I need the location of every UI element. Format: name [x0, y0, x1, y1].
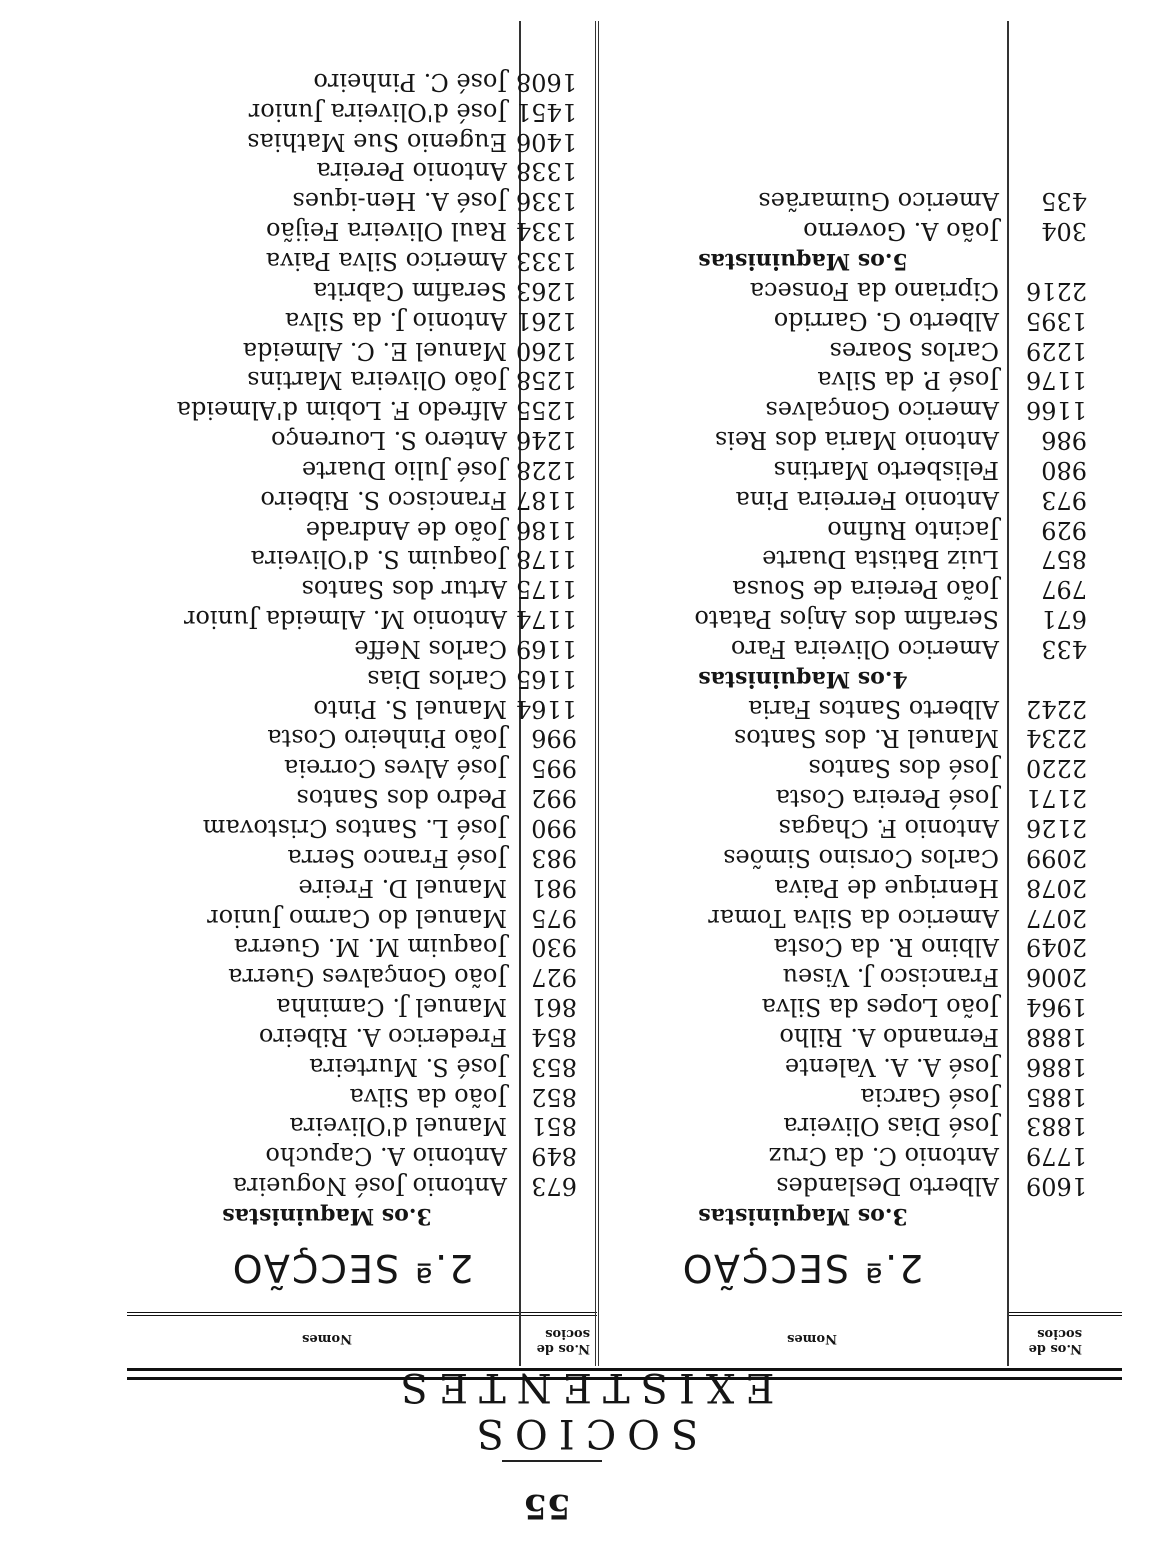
member-name: Alberto Santos Faria — [748, 694, 999, 723]
member-row — [607, 1111, 1087, 1141]
member-number: 849 — [531, 1142, 577, 1171]
member-row — [147, 961, 577, 991]
group-heading: 4.os Maquinistas — [698, 665, 908, 692]
member-row — [147, 1021, 577, 1051]
member-number: 992 — [531, 784, 577, 813]
member-name: Antonio Ferreira Pina — [735, 485, 999, 514]
member-name: Antonio M. Almeida Junior — [183, 605, 507, 634]
member-name: João Pinheiro Costa — [267, 724, 507, 753]
member-number: 995 — [531, 754, 577, 783]
member-row — [147, 454, 577, 484]
member-row — [147, 693, 577, 723]
member-row — [147, 782, 577, 812]
member-row — [147, 215, 577, 245]
member-row — [607, 424, 1087, 454]
member-row — [147, 842, 577, 872]
member-number: 981 — [531, 873, 577, 902]
member-name: Manuel D. Freire — [298, 873, 507, 902]
member-number: 1166 — [1025, 396, 1087, 425]
right-section-title: 2.ª SECÇÃO — [680, 1246, 924, 1290]
member-number: 2220 — [1025, 754, 1087, 783]
member-name: Antonio José Nogueira — [232, 1172, 507, 1201]
member-row — [147, 1051, 577, 1081]
member-row — [147, 156, 577, 186]
member-number: 2242 — [1025, 694, 1087, 723]
member-row — [607, 335, 1087, 365]
member-row — [147, 514, 577, 544]
group-heading: 5.os Maquinistas — [698, 248, 908, 274]
member-number: 1888 — [1025, 1022, 1087, 1051]
member-name: Francisco S. Ribeiro — [260, 485, 507, 514]
member-name: José C. Pinheiro — [313, 67, 507, 96]
right-name-header: Nomes — [787, 1331, 837, 1346]
member-row — [147, 902, 577, 932]
member-row — [147, 365, 577, 395]
member-name: Antonio J. da Silva — [284, 306, 507, 335]
member-row — [607, 514, 1087, 544]
member-name: Antonio A. Capucho — [265, 1142, 507, 1171]
member-number: 1261 — [515, 306, 577, 335]
member-row — [147, 753, 577, 783]
member-name: José L. Santos Cristovam — [202, 814, 507, 843]
member-row — [147, 663, 577, 693]
member-name: José Dias Oliveira — [783, 1112, 999, 1141]
member-row — [607, 723, 1087, 753]
member-name: João de Andrade — [305, 515, 507, 544]
member-row — [147, 245, 577, 275]
left-section-title: 2.ª SECÇÃO — [230, 1246, 474, 1290]
member-name: Serafim Cabrita — [313, 276, 507, 305]
member-number: 927 — [531, 963, 577, 992]
member-name: Antonio Pereira — [316, 157, 507, 186]
member-number: 852 — [531, 1082, 577, 1111]
member-number: 1779 — [1025, 1142, 1087, 1171]
member-number: 990 — [531, 814, 577, 843]
member-name: Alfredo F. Lobim d'Almeida — [176, 396, 507, 425]
member-number: 1333 — [515, 247, 577, 275]
member-name: Manuel R. dos Santos — [733, 724, 999, 753]
member-row — [147, 66, 577, 96]
member-number: 1228 — [515, 455, 577, 484]
member-row — [147, 633, 577, 663]
member-name: José S. Murteira — [309, 1052, 507, 1081]
member-number: 930 — [531, 933, 577, 962]
member-row — [607, 902, 1087, 932]
page-number-underline — [502, 1460, 602, 1462]
member-row — [147, 932, 577, 962]
member-name: Fernando A. Rilho — [779, 1022, 999, 1051]
member-name: Manuel J. Caminha — [276, 993, 507, 1022]
member-name: José P. da Silva — [817, 366, 999, 395]
member-name: João Lopes da Silva — [761, 993, 999, 1022]
member-number: 2078 — [1025, 873, 1087, 902]
member-name: Americo Silva Paiva — [265, 247, 507, 275]
member-name: João da Silva — [349, 1082, 507, 1111]
member-row — [607, 932, 1087, 962]
member-row — [147, 335, 577, 365]
member-name: Carlos Soares — [829, 336, 999, 365]
member-row — [607, 215, 1087, 245]
member-name: Joaquim S. d'Oliveira — [250, 545, 507, 574]
member-row — [607, 991, 1087, 1021]
member-row — [607, 1140, 1087, 1170]
page-title: SOCIOS EXISTENTES — [389, 1364, 775, 1456]
member-number: 2099 — [1025, 843, 1087, 872]
member-number: 2234 — [1025, 724, 1087, 753]
member-name: José Julio Duarte — [301, 455, 507, 484]
member-row — [147, 544, 577, 574]
member-row — [607, 812, 1087, 842]
member-number: 1334 — [515, 217, 577, 246]
member-name: Alberto Deslandes — [776, 1172, 999, 1201]
member-row — [147, 394, 577, 424]
member-number: 1169 — [515, 634, 577, 663]
member-name: Americo da Silva Tomar — [708, 903, 999, 932]
member-name: João Gonçalves Guerra — [228, 963, 507, 992]
title-rule — [127, 1368, 1122, 1371]
member-name: Pedro dos Santos — [296, 784, 507, 813]
member-row — [147, 812, 577, 842]
page-number: 55 — [523, 1486, 571, 1526]
member-number: 1608 — [515, 67, 577, 96]
member-name: Henrique de Paiva — [774, 873, 999, 902]
member-row — [607, 275, 1087, 305]
member-row — [147, 424, 577, 454]
member-name: Jacinto Rufino — [827, 515, 999, 544]
member-number: 861 — [531, 993, 577, 1022]
member-number: 433 — [1041, 634, 1087, 663]
member-name: José Franco Serra — [287, 843, 507, 872]
member-row — [147, 872, 577, 902]
member-row — [147, 723, 577, 753]
header-rule — [127, 1312, 597, 1316]
member-number: 1395 — [1025, 306, 1087, 335]
member-name: Manuel E. C. Almeida — [242, 336, 507, 365]
member-row — [607, 1051, 1087, 1081]
member-row — [607, 544, 1087, 574]
member-number: 1229 — [1025, 336, 1087, 365]
member-name: José d'Oliveira Junior — [248, 97, 507, 126]
member-name: Albino R. da Costa — [773, 933, 999, 962]
member-row — [607, 961, 1087, 991]
member-number: 304 — [1041, 217, 1087, 246]
member-row — [147, 305, 577, 335]
member-name: Artur dos Santos — [301, 575, 507, 604]
member-number: 1164 — [515, 694, 577, 723]
member-number: 1258 — [515, 366, 577, 395]
member-number: 1886 — [1025, 1052, 1087, 1081]
member-number: 1246 — [515, 426, 577, 455]
member-number: 1178 — [515, 545, 577, 574]
member-row — [147, 573, 577, 603]
left-name-header: Nomes — [302, 1331, 352, 1346]
member-number: 2216 — [1025, 276, 1087, 305]
title-rule — [127, 1377, 1122, 1380]
member-number: 2077 — [1025, 903, 1087, 932]
member-number: 1609 — [1025, 1172, 1087, 1201]
member-row — [607, 782, 1087, 812]
member-name: Americo Oliveira Faro — [730, 634, 999, 663]
member-number: 1255 — [515, 396, 577, 425]
member-row — [607, 185, 1087, 215]
header-rule — [1007, 1312, 1122, 1316]
member-number: 1338 — [515, 157, 577, 186]
left-number-header: N.os de socios — [536, 1326, 590, 1356]
member-name: Frederico A. Ribeiro — [258, 1022, 507, 1051]
member-number: 983 — [531, 843, 577, 872]
member-name: José A. A. Valente — [784, 1052, 999, 1081]
member-row — [147, 185, 577, 215]
member-name: Raul Oliveira Feijão — [266, 217, 507, 246]
member-name: José Garcia — [860, 1082, 999, 1111]
member-row — [147, 96, 577, 126]
member-number: 1885 — [1025, 1082, 1087, 1111]
member-number: 2171 — [1025, 784, 1087, 813]
member-number: 973 — [1041, 485, 1087, 514]
member-name: Manuel do Carmo Junior — [207, 903, 507, 932]
member-number: 2006 — [1025, 963, 1087, 992]
member-number: 1186 — [515, 515, 577, 544]
member-row — [607, 1081, 1087, 1111]
member-number: 980 — [1041, 455, 1087, 484]
member-name: João Oliveira Martins — [247, 366, 507, 395]
member-name: Joaquim M. M. Guerra — [233, 933, 507, 962]
member-row — [607, 1021, 1087, 1051]
member-row — [607, 1170, 1087, 1200]
member-name: Alberto G. Garrido — [773, 306, 999, 335]
member-row — [147, 1170, 577, 1200]
member-row — [147, 275, 577, 305]
member-number: 1165 — [515, 664, 577, 693]
member-name: João Pereira de Sousa — [732, 575, 999, 604]
member-row — [607, 365, 1087, 395]
member-row — [607, 484, 1087, 514]
member-row — [607, 753, 1087, 783]
member-row — [607, 454, 1087, 484]
member-name: Serafim dos Anjos Patato — [694, 605, 999, 634]
member-name: Antonio C. da Cruz — [768, 1142, 999, 1171]
member-number: 854 — [531, 1022, 577, 1051]
member-number: 975 — [531, 903, 577, 932]
member-name: Antero S. Lourenço — [271, 426, 507, 455]
member-number: 435 — [1041, 187, 1087, 216]
member-name: Carlos Corsino Simões — [723, 843, 999, 872]
member-name: Antonio F. Chagas — [778, 814, 999, 843]
member-name: Cipriano da Fonseca — [749, 276, 999, 305]
member-number: 853 — [531, 1052, 577, 1081]
member-number: 1336 — [515, 187, 577, 216]
member-row — [607, 693, 1087, 723]
member-number: 851 — [531, 1112, 577, 1141]
member-number: 1187 — [515, 485, 577, 514]
member-name: José A. Hen-iques — [292, 187, 507, 216]
member-row — [607, 872, 1087, 902]
member-name: Manuel d'Oliveira — [289, 1112, 507, 1141]
member-name: José Alves Correia — [284, 754, 507, 783]
member-row — [147, 1111, 577, 1141]
member-number: 797 — [1041, 575, 1087, 604]
member-number: 857 — [1041, 545, 1087, 574]
member-number: 673 — [531, 1172, 577, 1201]
member-name: Luiz Batista Duarte — [762, 545, 999, 574]
member-name: Americo Guimarães — [758, 187, 999, 216]
member-row — [607, 394, 1087, 424]
member-row — [607, 842, 1087, 872]
member-name: Felisberto Martins — [773, 455, 999, 484]
member-name: Manuel S. Pinto — [313, 694, 507, 723]
member-number: 2126 — [1025, 814, 1087, 843]
member-row — [147, 603, 577, 633]
member-number: 1260 — [515, 336, 577, 365]
member-name: Carlos Neffe — [354, 634, 507, 663]
member-name: Francisco J. Viseu — [782, 963, 999, 992]
member-number: 2049 — [1025, 933, 1087, 962]
member-name: Carlos Dias — [367, 664, 507, 693]
member-number: 986 — [1041, 426, 1087, 455]
right-member-list — [607, 185, 1087, 1230]
member-name: Eugenio Sue Mathias — [247, 127, 507, 156]
right-number-header: N.os de socios — [1028, 1326, 1082, 1356]
left-member-list — [147, 66, 577, 1230]
member-number: 1176 — [1025, 366, 1087, 395]
member-name: Antonio Maria dos Reis — [714, 426, 999, 455]
member-row — [147, 1140, 577, 1170]
member-row — [607, 305, 1087, 335]
member-number: 1175 — [515, 575, 577, 604]
member-name: José Pereira Costa — [775, 784, 999, 813]
member-number: 1263 — [515, 276, 577, 305]
member-row — [147, 1081, 577, 1111]
member-number: 1451 — [515, 97, 577, 126]
member-number: 1406 — [515, 127, 577, 156]
member-number: 1174 — [515, 605, 577, 634]
member-name: José dos Santos — [808, 754, 999, 783]
member-row — [607, 603, 1087, 633]
member-row — [607, 573, 1087, 603]
group-heading: 3.os Maquinistas — [698, 1203, 908, 1229]
member-number: 671 — [1041, 605, 1087, 634]
member-number: 1883 — [1025, 1112, 1087, 1141]
member-name: Americo Gonçalves — [765, 396, 999, 425]
group-heading: 3.os Maquinistas — [222, 1203, 432, 1229]
member-row — [147, 126, 577, 156]
member-number: 996 — [531, 724, 577, 753]
member-name: João A. Governo — [803, 217, 999, 246]
member-row — [147, 484, 577, 514]
member-number: 929 — [1041, 515, 1087, 544]
member-row — [607, 633, 1087, 663]
center-divider — [595, 21, 599, 1366]
member-number: 1964 — [1025, 993, 1087, 1022]
member-row — [147, 991, 577, 1021]
